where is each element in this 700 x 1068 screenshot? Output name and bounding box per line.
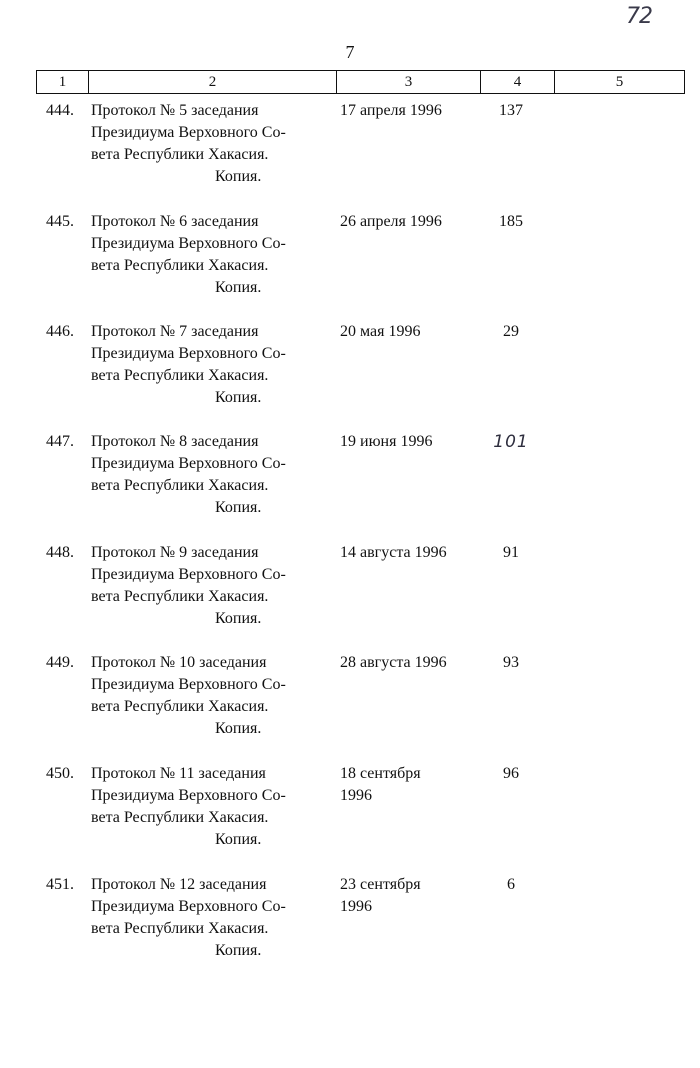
entry-description	[91, 874, 321, 962]
entry-description-line: Протокол № 11 заседания	[91, 765, 266, 782]
entry-date	[340, 542, 480, 564]
list-item	[0, 874, 700, 974]
entry-description	[91, 652, 321, 740]
entry-number: 446.	[46, 323, 74, 340]
list-item	[0, 211, 700, 311]
entry-number: 450.	[46, 765, 74, 782]
entry-number: 444.	[46, 102, 74, 119]
entry-date-line: 19 июня 1996	[340, 433, 433, 450]
entry-date	[340, 211, 480, 233]
entry-description-line: Протокол № 10 заседания	[91, 654, 267, 671]
entry-description-line: Протокол № 5 заседания	[91, 102, 259, 119]
entry-description-line: вета Республики Хакасия.	[91, 809, 269, 826]
entry-copy-note: Копия.	[215, 610, 262, 627]
page-number: 7	[345, 42, 355, 62]
entry-description-line: вета Республики Хакасия.	[91, 920, 269, 937]
entry-date	[340, 763, 480, 807]
entry-description-line: вета Республики Хакасия.	[91, 257, 269, 274]
entry-date	[340, 100, 480, 122]
entry-copy-note: Копия.	[215, 279, 262, 296]
entry-date	[340, 652, 480, 674]
entry-number: 449.	[46, 654, 74, 671]
entry-page-count: 137	[499, 102, 523, 119]
entry-copy-note: Копия.	[215, 168, 262, 185]
entry-page-count: 185	[499, 213, 523, 230]
entry-date	[340, 431, 480, 453]
entry-description-line: Президиума Верховного Со-	[91, 455, 286, 472]
entry-description-line: Протокол № 9 заседания	[91, 544, 259, 561]
list-item	[0, 542, 700, 642]
entry-page-count: 91	[503, 544, 519, 561]
entry-description-line: вета Республики Хакасия.	[91, 367, 269, 384]
handwritten-sheet-number: 72	[626, 4, 652, 29]
entry-description-line: Протокол № 6 заседания	[91, 213, 259, 230]
entry-page-count: 101	[493, 432, 529, 452]
entry-number: 448.	[46, 544, 74, 561]
entry-description-line: вета Республики Хакасия.	[91, 588, 269, 605]
entry-description	[91, 763, 321, 851]
entry-date-line: 18 сентября	[340, 765, 421, 782]
entry-description-line: Протокол № 7 заседания	[91, 323, 259, 340]
list-item	[0, 321, 700, 421]
entry-description-line: вета Республики Хакасия.	[91, 146, 269, 163]
entry-date	[340, 874, 480, 918]
entry-description-line: Президиума Верховного Со-	[91, 676, 286, 693]
column-header-1: 1	[37, 71, 89, 94]
column-header-3: 3	[337, 71, 481, 94]
entry-copy-note: Копия.	[215, 831, 262, 848]
entry-number: 447.	[46, 433, 74, 450]
entry-description-line: Президиума Верховного Со-	[91, 345, 286, 362]
entry-description	[91, 542, 321, 630]
entry-description-line: Президиума Верховного Со-	[91, 124, 286, 141]
entry-date-line: 1996	[340, 787, 372, 804]
entry-number: 451.	[46, 876, 74, 893]
entry-description-line: Протокол № 8 заседания	[91, 433, 259, 450]
entry-page-count: 93	[503, 654, 519, 671]
entry-copy-note: Копия.	[215, 942, 262, 959]
entry-description-line: Президиума Верховного Со-	[91, 235, 286, 252]
entry-date-line: 1996	[340, 898, 372, 915]
entry-copy-note: Копия.	[215, 720, 262, 737]
entry-date-line: 20 мая 1996	[340, 323, 421, 340]
entry-page-count: 6	[507, 876, 515, 893]
entry-date-line: 17 апреля 1996	[340, 102, 442, 119]
entry-description	[91, 100, 321, 188]
entry-description	[91, 211, 321, 299]
entry-description	[91, 321, 321, 409]
entry-page-count: 96	[503, 765, 519, 782]
entry-description-line: Президиума Верховного Со-	[91, 898, 286, 915]
list-item	[0, 763, 700, 863]
entry-date-line: 28 августа 1996	[340, 654, 447, 671]
column-header-4: 4	[481, 71, 555, 94]
list-item	[0, 652, 700, 752]
column-header-2: 2	[89, 71, 337, 94]
entry-copy-note: Копия.	[215, 389, 262, 406]
entry-date-line: 23 сентября	[340, 876, 421, 893]
entry-description	[91, 431, 321, 519]
entry-description-line: вета Республики Хакасия.	[91, 477, 269, 494]
list-item	[0, 431, 700, 531]
entry-description-line: Президиума Верховного Со-	[91, 566, 286, 583]
entry-page-count: 29	[503, 323, 519, 340]
entry-description-line: Протокол № 12 заседания	[91, 876, 267, 893]
entry-description-line: вета Республики Хакасия.	[91, 698, 269, 715]
entry-copy-note: Копия.	[215, 499, 262, 516]
entry-date-line: 14 августа 1996	[340, 544, 447, 561]
entry-date-line: 26 апреля 1996	[340, 213, 442, 230]
entry-date	[340, 321, 480, 343]
entry-description-line: Президиума Верховного Со-	[91, 787, 286, 804]
column-header-5: 5	[555, 71, 685, 94]
entry-number: 445.	[46, 213, 74, 230]
list-item	[0, 100, 700, 200]
